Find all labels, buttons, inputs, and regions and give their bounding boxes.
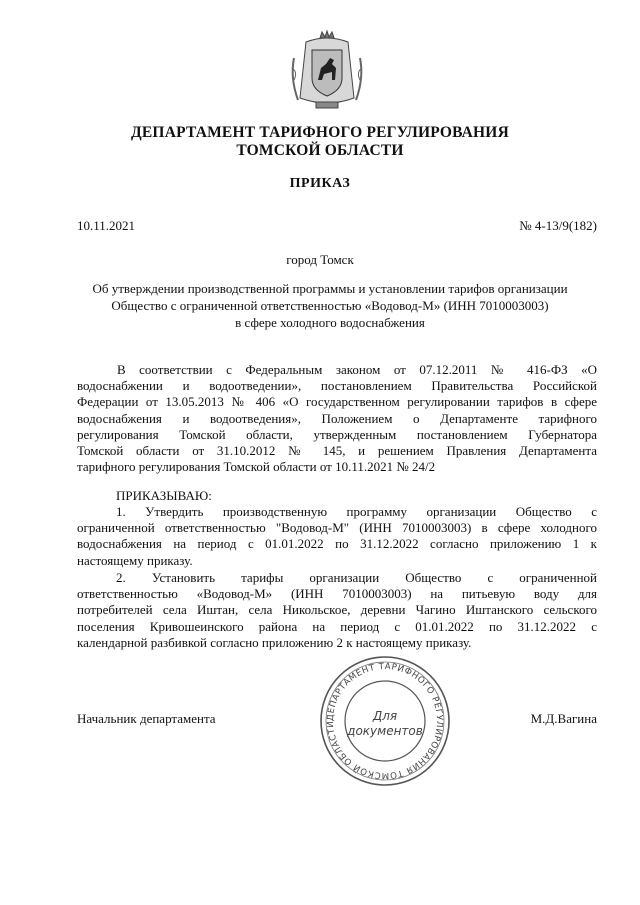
preamble-line: Федерации от 13.05.2013 № 406 «О государственном регулировании тарифов в сфере: [77, 394, 597, 410]
stamp-center-line1: Для: [372, 709, 398, 723]
item-line: 2. Установить тарифы организации Общество с ограниченной: [116, 570, 597, 585]
item-line: ограниченной ответственностью "Водовод-М" (ИНН 7010003003) в сфере холодного: [77, 520, 597, 536]
item-line: настоящему приказу.: [77, 552, 193, 568]
preamble-line: В соответствии с Федеральным законом от 07.12.2011 № 416-ФЗ «О: [117, 362, 597, 377]
preamble-line: тарифного регулирования Томской области от 10.11.2021 № 24/2: [77, 459, 436, 475]
subject-line: в сфере холодного водоснабжения: [235, 315, 425, 330]
item-line: ответственностью «Водовод-М» (ИНН 7010003003) на питьевую воду для: [77, 586, 597, 602]
document-type: ПРИКАЗ: [289, 176, 351, 191]
signer-position: Начальник департамента: [77, 711, 216, 726]
org-name-line1: ДЕПАРТАМЕНТ ТАРИФНОГО РЕГУЛИРОВАНИЯ: [131, 124, 509, 141]
subject-line: Общество с ограниченной ответственностью «Водовод-М» (ИНН 7010003003): [111, 298, 549, 313]
preamble-line: регулирования Томской области, утвержденным постановлением Губернатора: [77, 426, 597, 442]
document-subject: [60, 280, 600, 331]
document-number: № 4-13/9(182): [519, 218, 597, 233]
subject-line: Об утверждении производственной программы и установлении тарифов организации: [92, 281, 568, 296]
document-city: город Томск: [286, 252, 354, 267]
preamble-line: водоснабжении и водоотведении», постановлением Правительства Российской: [77, 378, 597, 394]
stamp-center-line2: документов: [347, 724, 423, 738]
item-line: календарной разбивкой согласно приложению 2 к настоящему приказу.: [77, 634, 472, 650]
order-item-1: [77, 504, 597, 569]
item-line: поселения Кривошеинского района на период с 01.01.2022 по 31.12.2022 с: [77, 618, 597, 634]
coat-of-arms-icon: [288, 28, 366, 114]
preamble-paragraph: [77, 362, 597, 475]
order-item-2: [77, 570, 597, 651]
stamp-ring-text: ДЕПАРТАМЕНТ ТАРИФНОГО РЕГУЛИРОВАНИЯ ТОМСКОЙ ОБЛАСТИ: [325, 661, 445, 781]
official-stamp: [318, 654, 452, 788]
item-line: 1. Утвердить производственную программу организации Общество с: [116, 504, 597, 519]
org-name-line2: ТОМСКОЙ ОБЛАСТИ: [236, 142, 404, 159]
document-date: 10.11.2021: [77, 218, 136, 233]
preamble-line: Томской области от 31.10.2012 № 145, и решением Правления Департамента: [77, 442, 597, 458]
order-word: ПРИКАЗЫВАЮ:: [116, 488, 212, 503]
item-line: водоснабжения на период с 01.01.2022 по 31.12.2022 согласно приложению 1 к: [77, 536, 597, 552]
item-line: потребителей села Иштан, села Никольское, деревни Чагино Иштанского сельского: [77, 602, 597, 618]
signer-name: М.Д.Вагина: [530, 711, 597, 726]
preamble-line: водоснабжения и водоотведения», Положением о Департаменте тарифного: [77, 410, 597, 426]
